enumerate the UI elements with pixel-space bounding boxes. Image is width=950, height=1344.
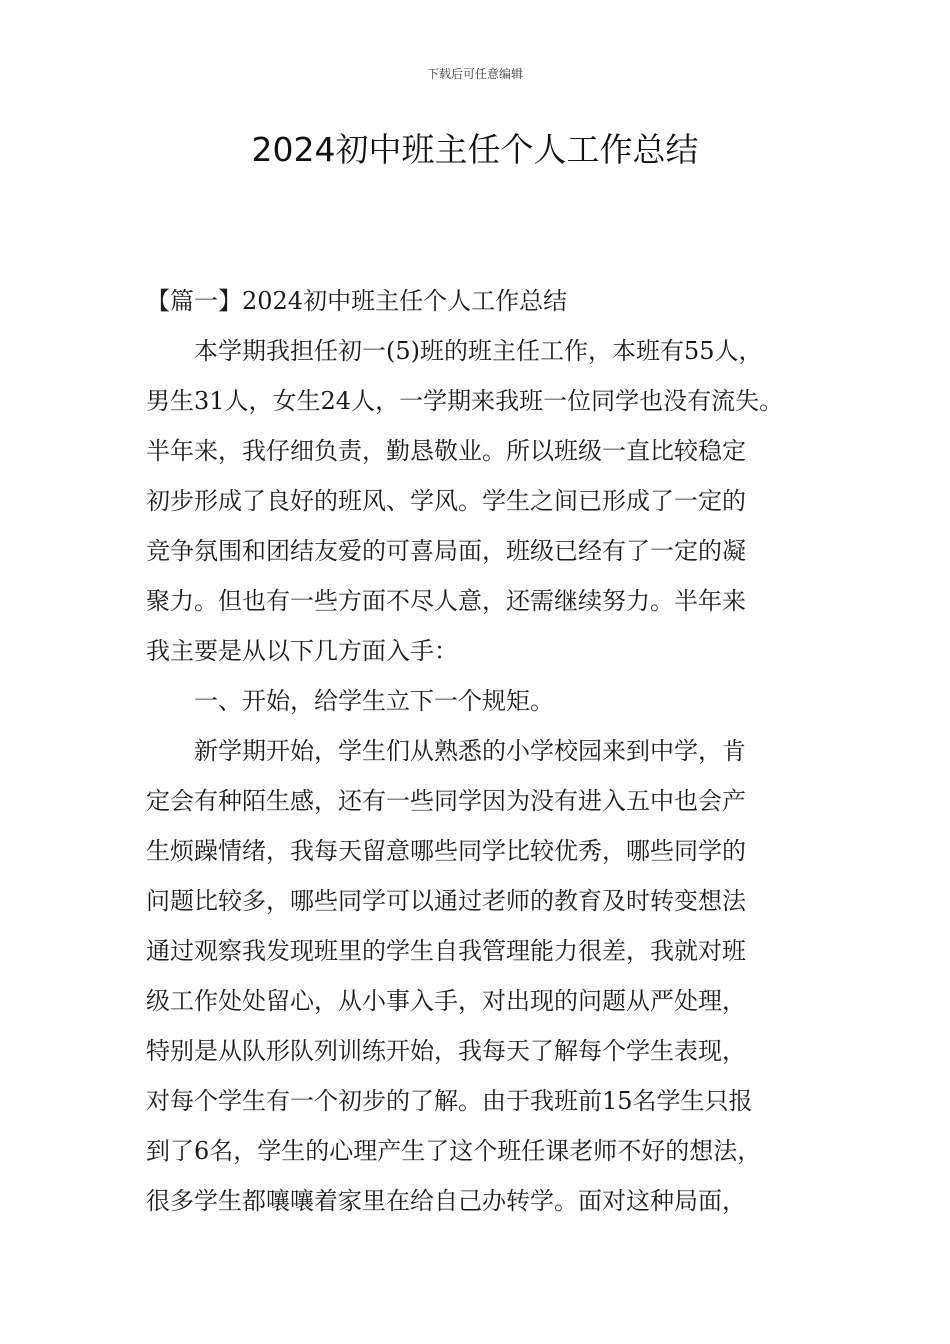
paragraph-line: 特别是从队形队列训练开始，我每天了解每个学生表现， xyxy=(146,1037,746,1065)
paragraph-line: 定会有种陌生感，还有一些同学因为没有进入五中也会产 xyxy=(146,787,746,815)
paragraph-line: 竞争氛围和团结友爱的可喜局面，班级已经有了一定的凝 xyxy=(146,537,746,565)
paragraph-line: 新学期开始，学生们从熟悉的小学校园来到中学，肯 xyxy=(194,737,746,765)
subsection-heading: 一、开始，给学生立下一个规矩。 xyxy=(194,687,554,715)
document-body xyxy=(146,276,822,1226)
paragraph-line: 我主要是从以下几方面入手： xyxy=(146,637,458,665)
paragraph-line: 问题比较多，哪些同学可以通过老师的教育及时转变想法 xyxy=(146,887,746,915)
paragraph-line: 半年来，我仔细负责，勤恳敬业。所以班级一直比较稳定 xyxy=(146,437,746,465)
section-heading: 【篇一】2024初中班主任个人工作总结 xyxy=(146,287,568,315)
paragraph-line: 生烦躁情绪，我每天留意哪些同学比较优秀，哪些同学的 xyxy=(146,837,746,865)
paragraph-line: 通过观察我发现班里的学生自我管理能力很差，我就对班 xyxy=(146,937,746,965)
paragraph-line: 本学期我担任初一(5)班的班主任工作，本班有55人， xyxy=(194,337,763,365)
paragraph-line: 初步形成了良好的班风、学风。学生之间已形成了一定的 xyxy=(146,487,746,515)
paragraph-line: 到了6名，学生的心理产生了这个班任课老师不好的想法， xyxy=(146,1137,762,1165)
paragraph-line: 很多学生都嚷嚷着家里在给自己办转学。面对这种局面， xyxy=(146,1187,746,1215)
document-title: 2024初中班主任个人工作总结 xyxy=(251,130,699,169)
header-note: 下载后可任意编辑 xyxy=(426,67,523,81)
paragraph-line: 聚力。但也有一些方面不尽人意，还需继续努力。半年来 xyxy=(146,587,746,615)
paragraph-line: 对每个学生有一个初步的了解。由于我班前15名学生只报 xyxy=(146,1087,753,1115)
paragraph-line: 级工作处处留心，从小事入手，对出现的问题从严处理， xyxy=(146,987,746,1015)
paragraph-line: 男生31人，女生24人，一学期来我班一位同学也没有流失。 xyxy=(146,387,784,415)
